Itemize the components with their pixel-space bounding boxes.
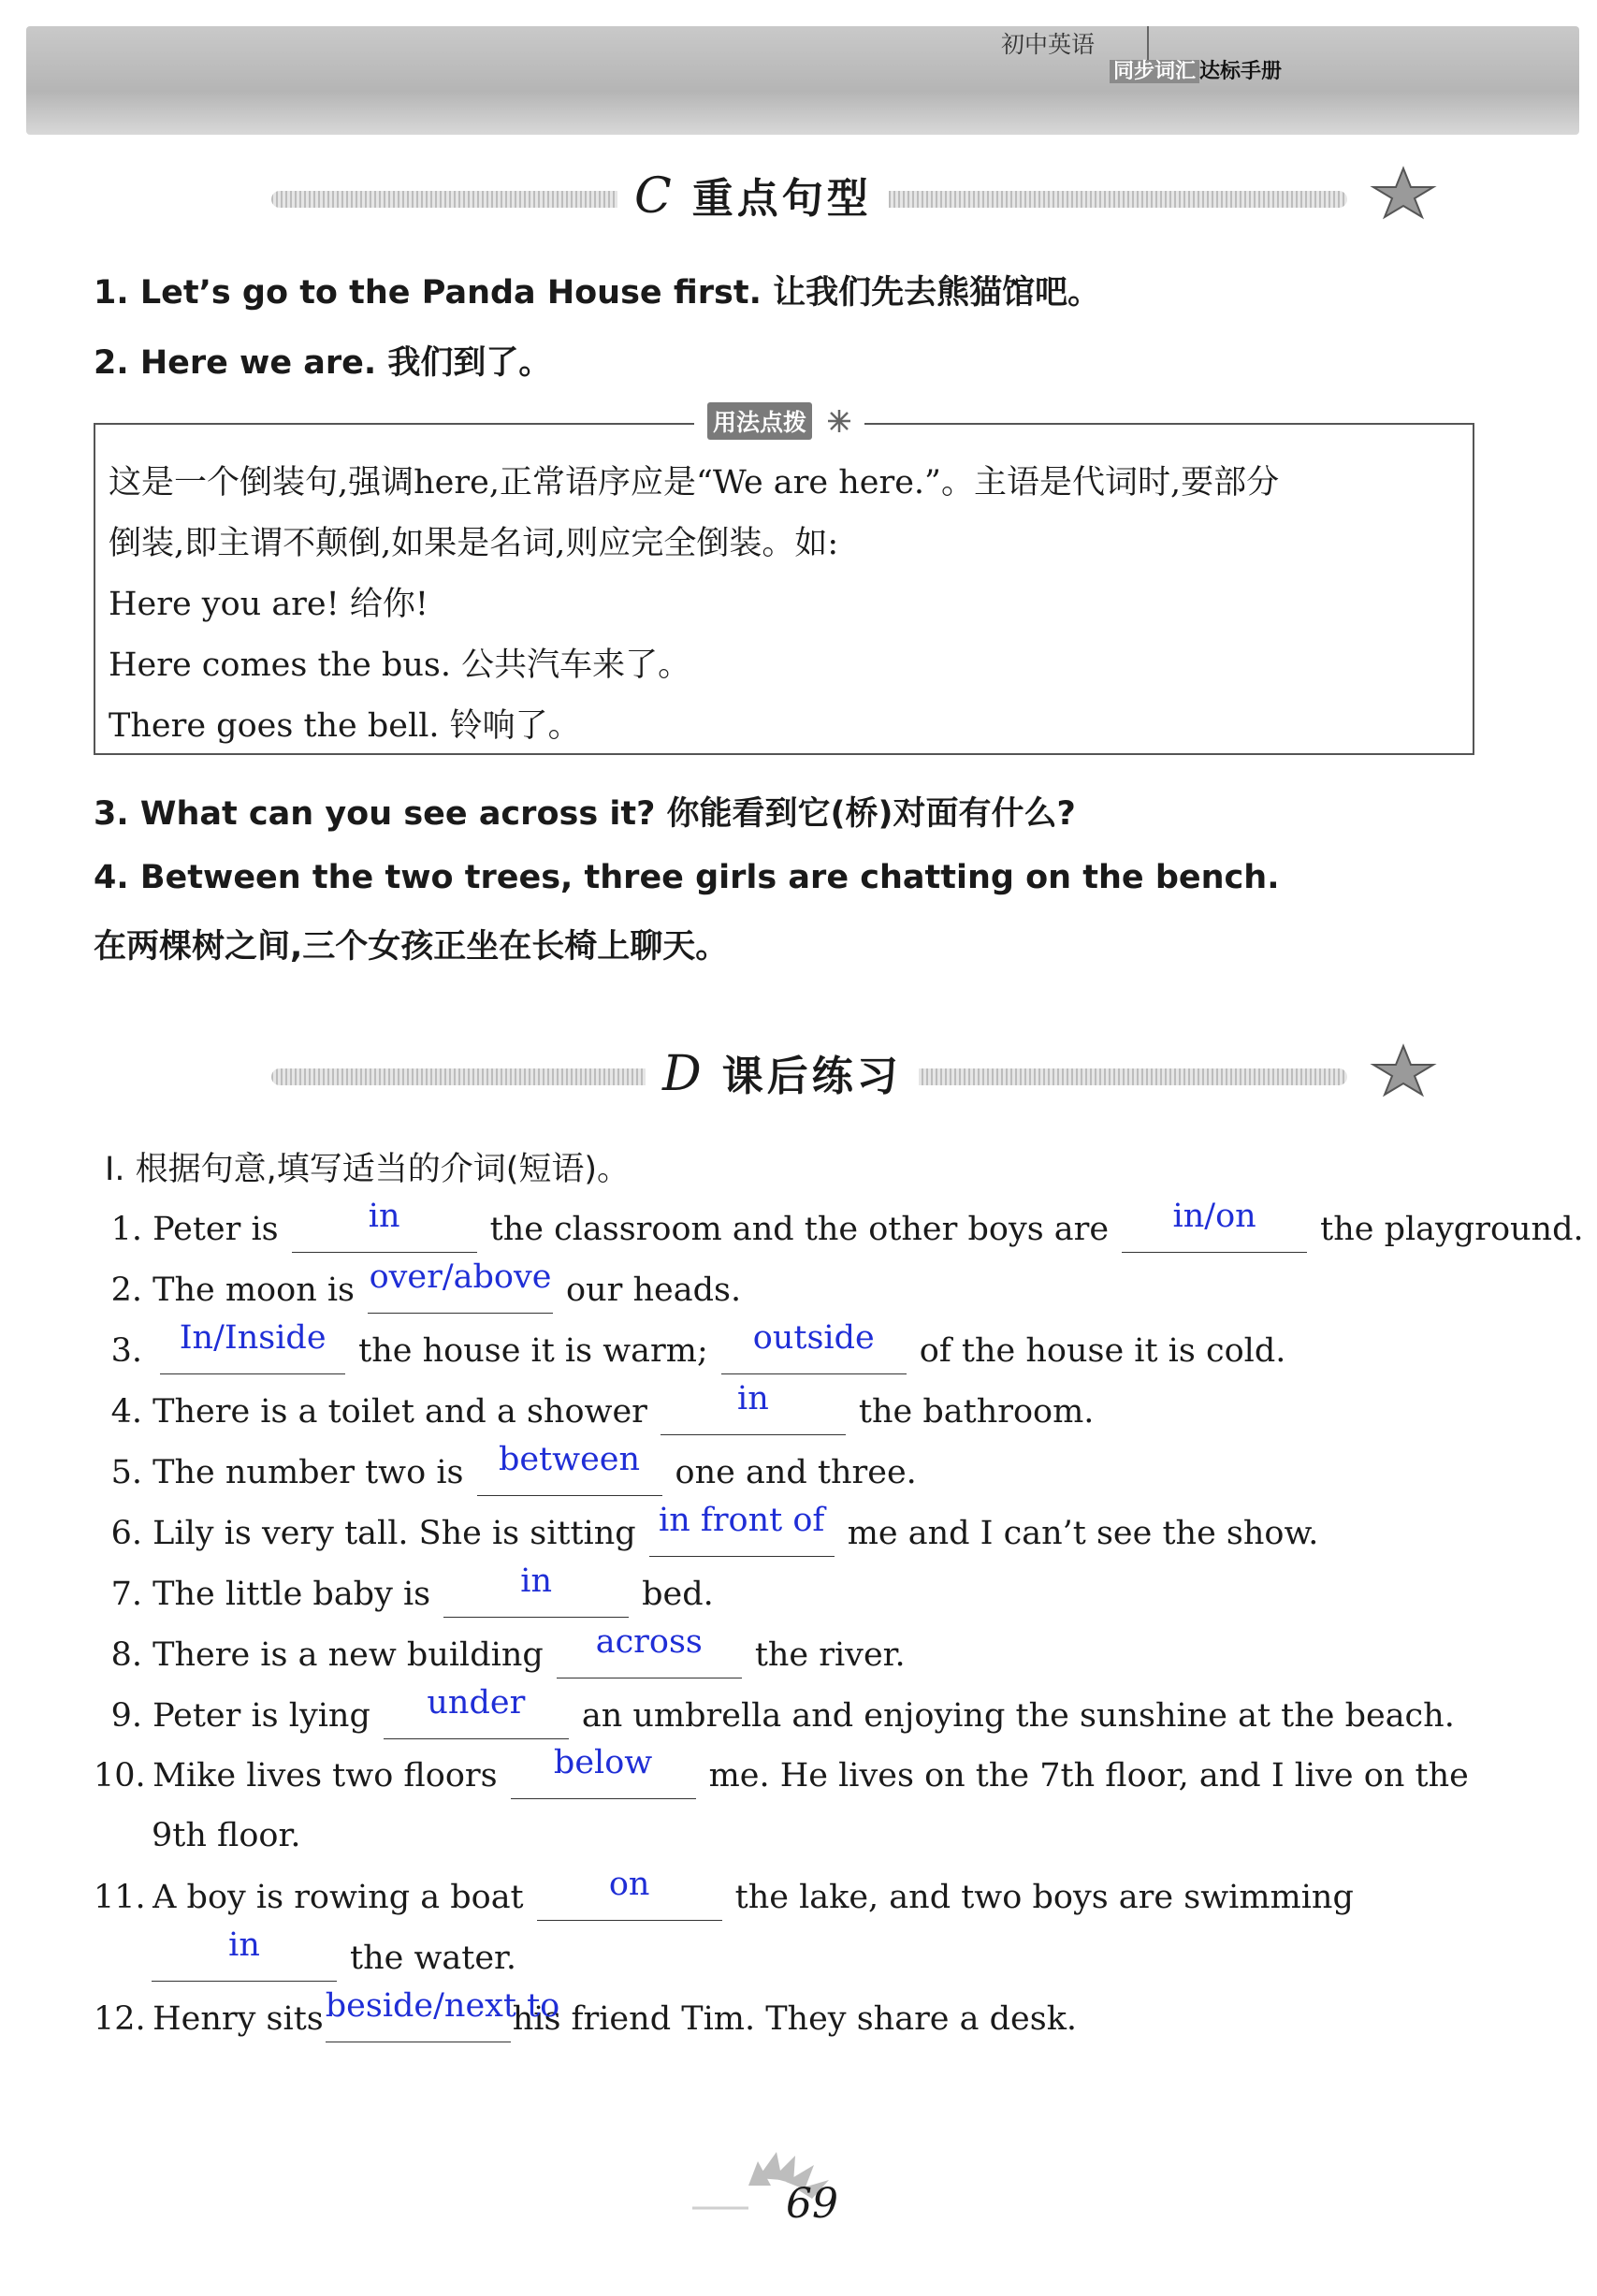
usage-line: There goes the bell. 铃响了。 <box>109 707 581 745</box>
item-text: the playground. <box>1320 1211 1584 1248</box>
section-d-banner <box>271 1046 1441 1102</box>
item-number: 1. <box>110 1211 142 1248</box>
answer-text: in <box>368 1198 400 1235</box>
star-icon <box>1366 165 1441 221</box>
section-title-text: 重点句型 <box>691 175 872 223</box>
item-text: There is a toilet and a shower <box>152 1393 647 1431</box>
header-book-label: 达标手册 <box>1199 60 1283 83</box>
item-text: the lake, and two boys are swimming <box>734 1879 1354 1916</box>
answer-blank[interactable] <box>292 1198 477 1253</box>
answer-blank[interactable] <box>537 1866 722 1921</box>
exercise-item <box>94 1623 906 1678</box>
usage-line: 这是一个倒装句,强调here,正常语序应是“We are here.”。主语是代词时,要部分 <box>109 464 1280 501</box>
item-text: the water. <box>350 1940 517 1977</box>
item-text: our heads. <box>566 1272 742 1309</box>
item-text: There is a new building <box>152 1636 544 1674</box>
item-number: 11. <box>94 1879 146 1916</box>
item-text: Peter is lying <box>152 1697 370 1735</box>
exercise-item <box>94 1319 1286 1373</box>
item-text: A boy is rowing a boat <box>152 1879 524 1916</box>
exercise-item <box>94 1684 1455 1738</box>
answer-blank[interactable] <box>443 1562 629 1618</box>
exercise-item-continuation: 9th floor. <box>152 1817 301 1854</box>
item-text: an umbrella and enjoying the sunshine at the beach. <box>581 1697 1455 1735</box>
item-number: 4. <box>110 1393 142 1431</box>
answer-text: outside <box>752 1319 875 1357</box>
item-text: me and I can’t see the show. <box>847 1515 1319 1552</box>
item-text: The number two is <box>152 1454 464 1491</box>
item-text: of the house it is cold. <box>919 1332 1286 1370</box>
exercise-item <box>94 1562 714 1617</box>
exercise-item <box>94 1198 1584 1252</box>
item-text: Henry sits <box>152 2000 324 2038</box>
item-number: 10. <box>94 1757 146 1795</box>
answer-text: between <box>498 1441 641 1478</box>
answer-blank[interactable] <box>721 1319 907 1374</box>
section-c-banner <box>271 168 1441 225</box>
answer-blank[interactable] <box>1122 1198 1307 1253</box>
key-sentence-2: 2. Here we are. 我们到了。 <box>94 344 552 382</box>
item-number: 5. <box>110 1454 142 1491</box>
answer-text: under <box>427 1684 526 1722</box>
page-header-band <box>26 26 1579 135</box>
page-number: 69 <box>786 2180 838 2228</box>
answer-text: in <box>520 1562 553 1600</box>
item-text: Peter is <box>152 1211 279 1248</box>
exercise-item <box>94 1380 1095 1434</box>
answer-blank[interactable] <box>384 1684 569 1739</box>
answer-text: in <box>228 1926 260 1964</box>
item-text: the house it is warm; <box>358 1332 708 1370</box>
item-number: 8. <box>110 1636 142 1674</box>
answer-blank[interactable] <box>557 1623 742 1678</box>
header-book-highlight: 同步词汇 <box>1110 60 1199 83</box>
exercise-item-continuation <box>138 1926 517 1981</box>
section-title-text: 课后练习 <box>721 1053 902 1100</box>
item-number: 12. <box>94 2000 146 2038</box>
header-book-title <box>1110 56 1282 88</box>
exercise-item <box>94 1441 917 1495</box>
usage-line: Here you are! 给你! <box>109 586 428 623</box>
answer-text: below <box>553 1744 653 1781</box>
item-text: bed. <box>642 1576 714 1613</box>
item-text: me. He lives on the 7th floor, and I live on the <box>708 1757 1469 1795</box>
exercise-instruction: Ⅰ. 根据句意,填写适当的介词(短语)。 <box>105 1151 631 1188</box>
item-number: 6. <box>110 1515 142 1552</box>
header-subject: 初中英语 <box>1001 31 1096 58</box>
answer-blank[interactable] <box>649 1502 835 1557</box>
item-number: 7. <box>110 1576 142 1613</box>
answer-blank[interactable] <box>160 1319 345 1374</box>
answer-blank[interactable] <box>511 1744 696 1799</box>
key-sentence-4-translation: 在两棵树之间,三个女孩正坐在长椅上聊天。 <box>94 928 729 966</box>
answer-text: In/Inside <box>179 1319 327 1357</box>
star-icon <box>1366 1042 1441 1098</box>
answer-text: on <box>608 1866 650 1903</box>
item-text: one and three. <box>675 1454 917 1491</box>
item-text: Mike lives two floors <box>152 1757 498 1795</box>
item-text: The moon is <box>152 1272 356 1309</box>
answer-blank[interactable] <box>661 1380 846 1435</box>
usage-note-tag <box>694 402 864 440</box>
section-letter: D <box>662 1046 705 1102</box>
item-number: 9. <box>110 1697 142 1735</box>
usage-tag-label: 用法点拨 <box>707 402 812 440</box>
item-number: 2. <box>110 1272 142 1309</box>
key-sentence-1: 1. Let’s go to the Panda House first. 让我们先去熊猫馆吧。 <box>94 274 1101 312</box>
answer-text: over/above <box>369 1258 552 1296</box>
key-sentence-3: 3. What can you see across it? 你能看到它(桥)对面有什么? <box>94 795 1076 833</box>
item-text: his friend Tim. They share a desk. <box>512 2000 1078 2038</box>
exercise-item <box>94 1744 1469 1798</box>
snowflake-icon <box>827 409 851 433</box>
item-text: Lily is very tall. She is sitting <box>152 1515 636 1552</box>
answer-blank[interactable] <box>325 1987 560 2042</box>
exercise-item <box>94 1866 1354 1920</box>
key-sentence-4: 4. Between the two trees, three girls are chatting on the bench. <box>94 859 1280 896</box>
answer-text: across <box>595 1623 703 1661</box>
usage-line: 倒装,即主谓不颠倒,如果是名词,则应完全倒装。如: <box>109 525 839 562</box>
answer-text: beside/next to <box>325 1987 560 2025</box>
answer-blank[interactable] <box>477 1441 662 1496</box>
item-text: The little baby is <box>152 1576 431 1613</box>
section-letter: C <box>634 168 675 225</box>
item-number: 3. <box>110 1332 142 1370</box>
section-d-title <box>646 1046 919 1102</box>
answer-text: in <box>737 1380 769 1417</box>
answer-text: in front of <box>659 1502 825 1539</box>
item-text: the river. <box>754 1636 906 1674</box>
item-text: the classroom and the other boys are <box>489 1211 1110 1248</box>
answer-blank[interactable] <box>152 1926 337 1982</box>
exercise-item <box>94 1502 1319 1556</box>
exercise-item <box>94 1987 1078 2042</box>
item-text: the bathroom. <box>858 1393 1095 1431</box>
section-c-title <box>617 168 889 225</box>
answer-text: in/on <box>1172 1198 1256 1235</box>
answer-blank[interactable] <box>368 1258 553 1314</box>
usage-line: Here comes the bus. 公共汽车来了。 <box>109 647 691 684</box>
exercise-item <box>94 1258 742 1313</box>
